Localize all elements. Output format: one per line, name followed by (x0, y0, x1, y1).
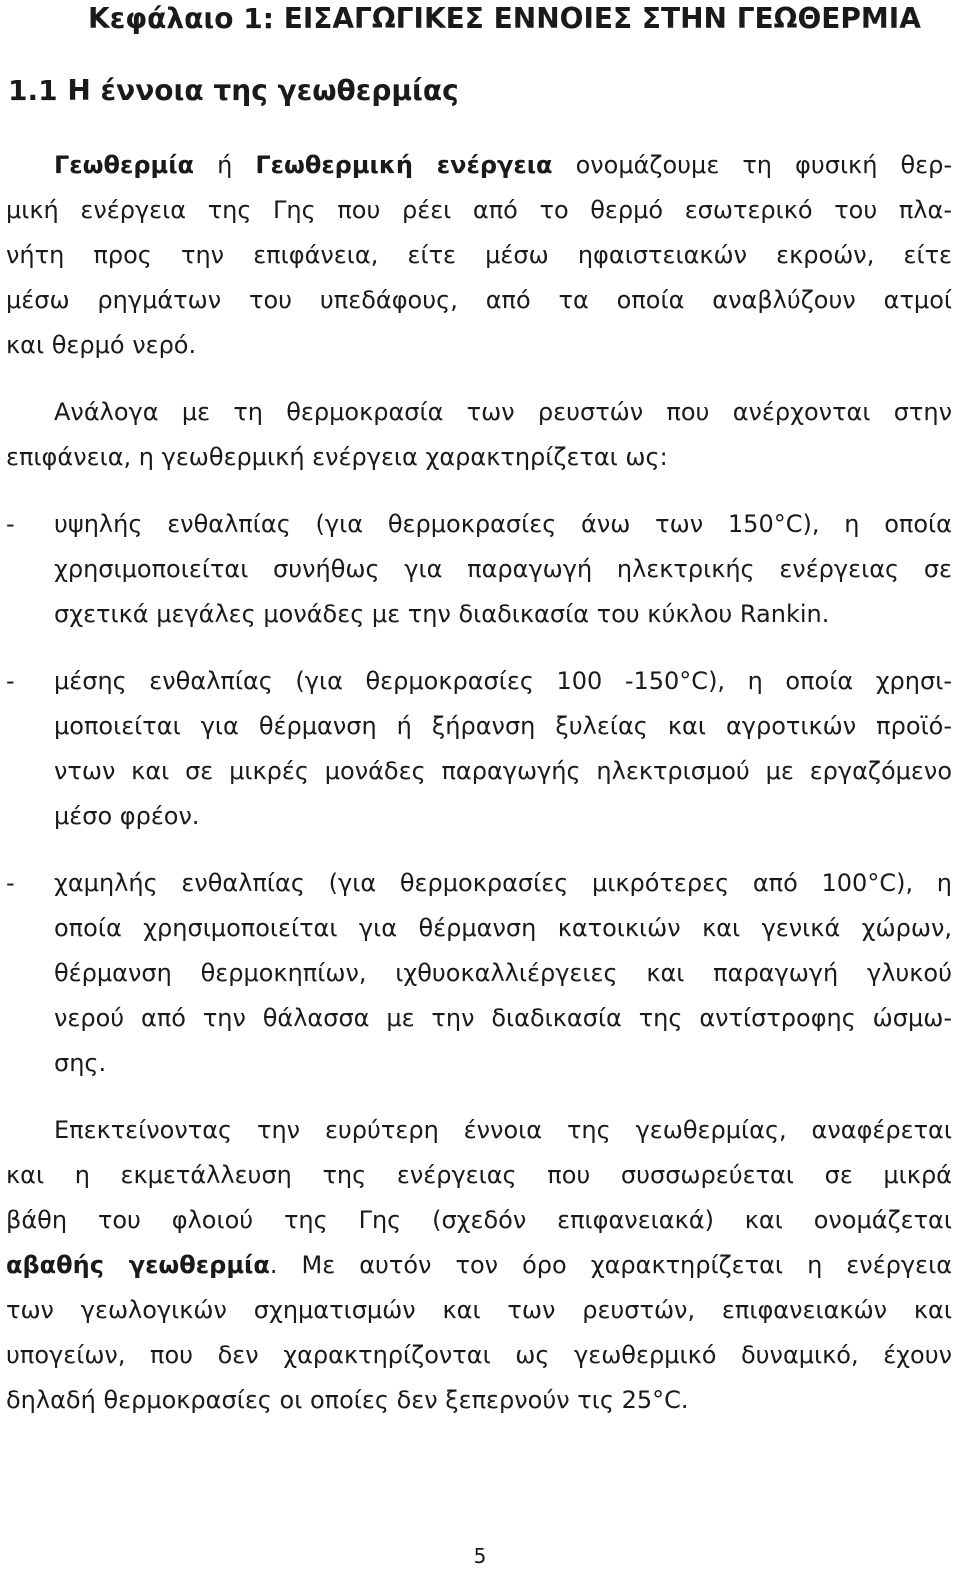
paragraph-3-line-5: των γεωλογικών σχηματισμών και των ρευστών, επιφανειακών και (6, 1296, 952, 1324)
bullet-3-line-1: χαμηλής ενθαλπίας (για θερμοκρασίες μικρότερες από 100°C), η (54, 869, 952, 897)
bullet-1-line-3: σχετικά μεγάλες μονάδες με την διαδικασία του κύκλου Rankin. (54, 600, 830, 628)
bullet-1-line-1: υψηλής ενθαλπίας (για θερμοκρασίες άνω των 150°C), η οποία (54, 510, 952, 538)
term-geothermal-energy: Γεωθερμική ενέργεια (255, 151, 553, 179)
conjunction: ή (194, 151, 256, 179)
bullet-marker-3: - (6, 869, 15, 897)
paragraph-3-line-2: και η εκμετάλλευση της ενέργειας που συσσωρεύεται σε μικρά (6, 1161, 952, 1189)
paragraph-1-line-3: νήτη προς την επιφάνεια, είτε μέσω ηφαιστειακών εκροών, είτε (6, 241, 952, 269)
bullet-2-line-1: μέσης ενθαλπίας (για θερμοκρασίες 100 -150°C), η οποία χρησι- (54, 667, 952, 695)
bullet-3-line-4: νερού από την θάλασσα με την διαδικασία της αντίστροφης ώσμω- (54, 1004, 952, 1032)
section-title: 1.1 Η έννοια της γεωθερμίας (8, 74, 459, 107)
paragraph-3-line-4 (6, 1250, 952, 1280)
bullet-2-line-4: μέσο φρέον. (54, 802, 200, 830)
term-geothermia: Γεωθερμία (54, 151, 195, 179)
term-shallow-geothermia: αβαθής γεωθερμία (6, 1251, 270, 1279)
paragraph-2-line-1: Ανάλογα με τη θερμοκρασία των ρευστών που ανέρχονται στην (54, 398, 952, 426)
paragraph-3-line-3: βάθη του φλοιού της Γης (σχεδόν επιφανειακά) και ονομάζεται (6, 1206, 952, 1234)
bullet-2-line-2: μοποιείται για θέρμανση ή ξήρανση ξυλείας και αγροτικών προϊό- (54, 712, 952, 740)
paragraph-3-line-4-tail: . Με αυτόν τον όρο χαρακτηρίζεται η ενέργεια (269, 1251, 953, 1279)
bullet-marker-1: - (6, 510, 15, 538)
paragraph-1-line-5: και θερμό νερό. (6, 331, 197, 359)
bullet-2-line-3: ντων και σε μικρές μονάδες παραγωγής ηλεκτρισμού με εργαζόμενο (54, 757, 952, 785)
bullet-1-line-2: χρησιμοποιείται συνήθως για παραγωγή ηλεκτρικής ενέργειας σε (54, 555, 952, 583)
page-number: 5 (473, 1544, 487, 1568)
paragraph-3-line-1: Επεκτείνοντας την ευρύτερη έννοια της γεωθερμίας, αναφέρεται (54, 1116, 952, 1144)
chapter-title: Κεφάλαιο 1: ΕΙΣΑΓΩΓΙΚΕΣ ΕΝΝΟΙΕΣ ΣΤΗΝ ΓΕΩΘΕΡΜΙΑ (88, 2, 921, 35)
paragraph-2-line-2: επιφάνεια, η γεωθερμική ενέργεια χαρακτηρίζεται ως: (6, 443, 668, 471)
paragraph-3-line-7: δηλαδή θερμοκρασίες οι οποίες δεν ξεπερνούν τις 25°C. (6, 1386, 689, 1414)
paragraph-1-line-1 (54, 150, 952, 180)
paragraph-3-line-6: υπογείων, που δεν χαρακτηρίζονται ως γεωθερμικό δυναμικό, έχουν (6, 1341, 952, 1369)
paragraph-1-line-2: μική ενέργεια της Γης που ρέει από το θερμό εσωτερικό του πλα- (6, 196, 952, 224)
paragraph-1-line-4: μέσω ρηγμάτων του υπεδάφους, από τα οποία αναβλύζουν ατμοί (6, 286, 952, 314)
bullet-3-line-2: οποία χρησιμοποιείται για θέρμανση κατοικιών και γενικά χώρων, (54, 914, 952, 942)
bullet-marker-2: - (6, 667, 15, 695)
paragraph-1-line-1-tail: ονομάζουμε τη φυσική θερ- (552, 151, 952, 179)
bullet-3-line-5: σης. (54, 1049, 107, 1077)
bullet-3-line-3: θέρμανση θερμοκηπίων, ιχθυοκαλλιέργειες και παραγωγή γλυκού (54, 959, 952, 987)
